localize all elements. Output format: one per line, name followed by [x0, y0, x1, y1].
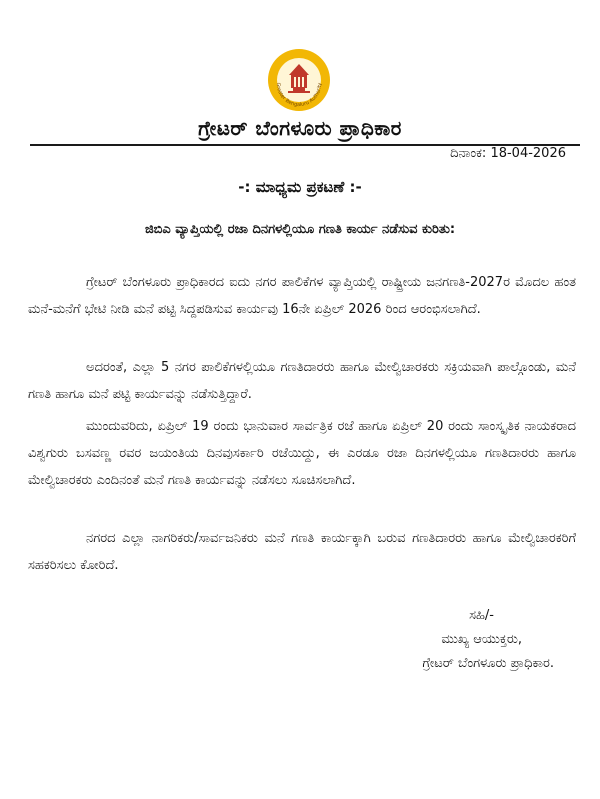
subject-line: ಜಿಬಿಎ ವ್ಯಾಪ್ತಿಯಲ್ಲಿ ರಜಾ ದಿನಗಳಲ್ಲಿಯೂ ಗಣತಿ ಕಾರ್ಯ ನಡೆಸುವ ಕುರಿತು: — [144, 222, 456, 237]
gba-seal-logo — [267, 48, 331, 112]
paragraph-2: ಅದರಂತೆ, ಎಲ್ಲಾ 5 ನಗರ ಪಾಲಿಕೆಗಳಲ್ಲಿಯೂ ಗಣತಿದಾರರು ಹಾಗೂ ಮೇಲ್ವಿಚಾರಕರು ಸಕ್ರಿಯವಾಗಿ ಪಾಲ್ಗೊಂಡು, ಮನೆ ಗಣತಿ ಹಾಗೂ ಮನೆ ಪಟ್ಟಿ ಕಾರ್ಯವನ್ನು ನಡೆಸುತ್ತಿದ್ದಾರೆ. — [28, 360, 576, 402]
press-release-heading: -: ಮಾಧ್ಯಮ ಪ್ರಕಟಣೆ :- — [238, 178, 362, 196]
signatory-designation: ಮುಖ್ಯ ಆಯುಕ್ತರು, — [441, 632, 522, 647]
signatory-organization: ಗ್ರೇಟರ್ ಬೆಂಗಳೂರು ಪ್ರಾಧಿಕಾರ. — [422, 656, 554, 671]
signature-mark: ಸಹಿ/- — [469, 608, 494, 623]
paragraph-1: ಗ್ರೇಟರ್ ಬೆಂಗಳೂರು ಪ್ರಾಧಿಕಾರದ ಐದು ನಗರ ಪಾಲಿಕೆಗಳ ವ್ಯಾಪ್ತಿಯಲ್ಲಿ ರಾಷ್ಟ್ರೀಯ ಜನಗಣತಿ-2027ರ ಮೊದಲ ಹಂತ ಮನೆ-ಮನೆಗೆ ಭೇಟಿ ನೀಡಿ ಮನೆ ಪಟ್ಟಿ ಸಿದ್ದಪಡಿಸುವ ಕಾರ್ಯವು 16ನೇ ಏಪ್ರಿಲ್ 2026 ರಿಂದ ಆರಂಭಿಸಲಾಗಿದೆ. — [28, 275, 576, 317]
seal-text: Greater Bengaluru Authority — [274, 82, 324, 109]
paragraph-4: ನಗರದ ಎಲ್ಲಾ ನಾಗರಿಕರು/ಸಾರ್ವಜನಿಕರು ಮನೆ ಗಣತಿ ಕಾರ್ಯಕ್ಕಾಗಿ ಬರುವ ಗಣತಿದಾರರು ಹಾಗೂ ಮೇಲ್ವಿಚಾರಕರಿಗೆ ಸಹಕರಿಸಲು ಕೋರಿದೆ. — [28, 531, 576, 573]
paragraph-3: ಮುಂದುವರಿದು, ಏಪ್ರಿಲ್ 19 ರಂದು ಭಾನುವಾರ ಸಾರ್ವತ್ರಿಕ ರಜೆ ಹಾಗೂ ಏಪ್ರಿಲ್ 20 ರಂದು ಸಾಂಸ್ಕೃತಿಕ ನಾಯಕರಾದ ವಿಶ್ವಗುರು ಬಸವಣ್ಣ ರವರ ಜಯಂತಿಯ ದಿನವುಸರ್ಕಾರಿ ರಜೆಯಿದ್ದು, ಈ ಎರಡೂ ರಜಾ ದಿನಗಳಲ್ಲಿಯೂ ಗಣತಿದಾರರು ಹಾಗೂ ಮೇಲ್ವಿಚಾರಕರು ಎಂದಿನಂತೆ ಮನೆ ಗಣತಿ ಕಾರ್ಯವನ್ನು ನಡೆಸಲು ಸೂಚಿಸಲಾಗಿದೆ. — [28, 419, 576, 488]
organization-title: ಗ್ರೇಟರ್ ಬೆಂಗಳೂರು ಪ್ರಾಧಿಕಾರ — [198, 116, 402, 140]
document-date: ದಿನಾಂಕ: 18-04-2026 — [450, 146, 566, 161]
